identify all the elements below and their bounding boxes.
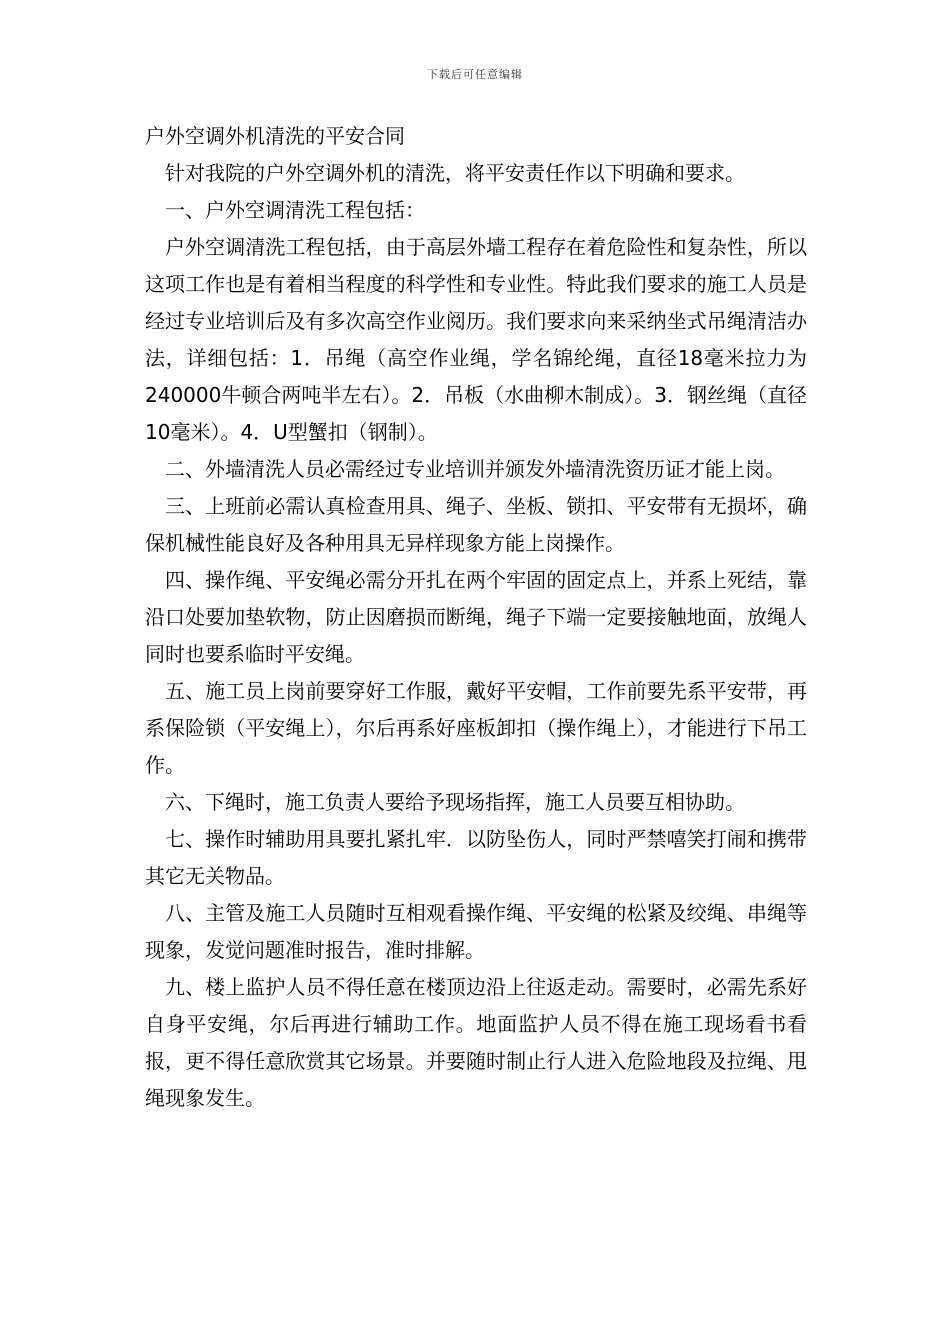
intro-paragraph: 针对我院的户外空调外机的清洗，将平安责任作以下明确和要求。 [165, 161, 745, 185]
clause-8: 八、主管及施工人员随时互相观看操作绳、平安绳的松紧及绞绳、串绳等现象，发觉问题准时报告，准时排解。 [145, 901, 807, 962]
document-body [145, 118, 807, 1117]
paragraph-scope: 户外空调清洗工程包括，由于高层外墙工程存在着危险性和复杂性，所以这项工作也是有着相当程度的科学性和专业性。特此我们要求的施工人员是经过专业培训后及有多次高空作业阅历。我们要求向来采纳坐式吊绳清洁办法，详细包括：1．吊绳（高空作业绳，学名锦纶绳，直径18毫米拉力为240000牛顿合两吨半左右）。2．吊板（水曲柳木制成）。3．钢丝绳（直径10毫米）。4．U型蟹扣（钢制）。 [145, 235, 807, 444]
clause-5: 五、施工员上岗前要穿好工作服，戴好平安帽，工作前要先系平安带，再系保险锁（平安绳上），尔后再系好座板卸扣（操作绳上），才能进行下吊工作。 [145, 679, 807, 777]
clause-6: 六、下绳时，施工负责人要给予现场指挥，施工人员要互相协助。 [165, 790, 745, 814]
clause-7: 七、操作时辅助用具要扎紧扎牢．以防坠伤人，同时严禁嘻笑打闹和携带其它无关物品。 [145, 827, 807, 888]
section-heading-1: 一、户外空调清洗工程包括： [165, 198, 425, 222]
document-title: 户外空调外机清洗的平安合同 [145, 124, 405, 148]
clause-4: 四、操作绳、平安绳必需分开扎在两个牢固的固定点上，并系上死结，靠沿口处要加垫软物，防止因磨损而断绳，绳子下端一定要接触地面，放绳人同时也要系临时平安绳。 [145, 568, 807, 666]
clause-2: 二、外墙清洗人员必需经过专业培训并颁发外墙清洗资历证才能上岗。 [165, 457, 785, 481]
page-header-note: 下载后可任意编辑 [427, 68, 523, 81]
clause-9: 九、楼上监护人员不得任意在楼顶边沿上往返走动。需要时，必需先系好自身平安绳，尔后再进行辅助工作。地面监护人员不得在施工现场看书看报，更不得任意欣赏其它场景。并要随时制止行人进入危险地段及拉绳、甩绳现象发生。 [145, 975, 807, 1110]
clause-3: 三、上班前必需认真检查用具、绳子、坐板、锁扣、平安带有无损坏，确保机械性能良好及各种用具无异样现象方能上岗操作。 [145, 494, 807, 555]
